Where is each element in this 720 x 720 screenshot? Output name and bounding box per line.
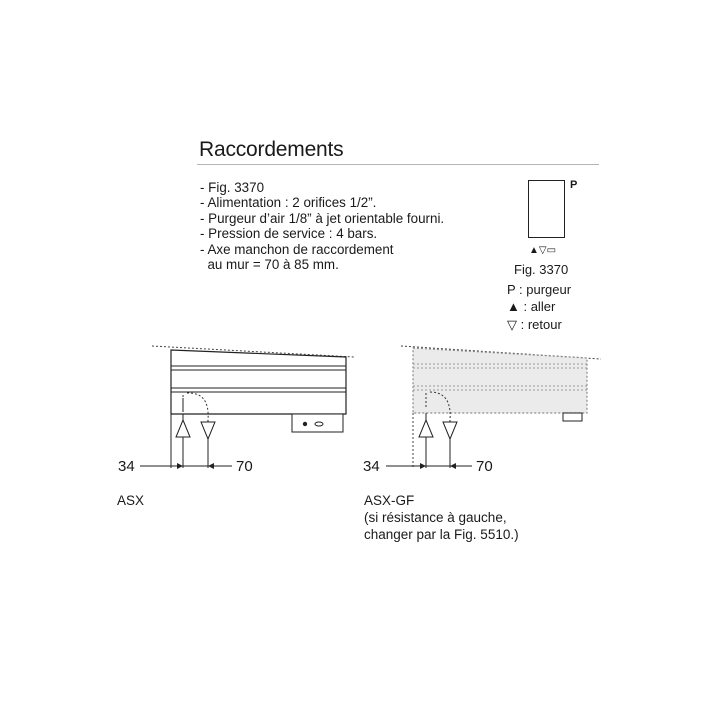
asx-supply-arrow bbox=[176, 420, 190, 437]
legend-purge: P : purgeur bbox=[507, 282, 572, 297]
spec-item: - Pression de service : 4 bars. bbox=[200, 226, 378, 242]
asx-gf-note-line-1: (si résistance à gauche, bbox=[364, 510, 507, 525]
asx-drawing bbox=[140, 346, 354, 468]
asx-return-arrow bbox=[201, 422, 215, 439]
asx-gf-drawing bbox=[386, 346, 601, 468]
spec-item: - Alimentation : 2 orifices 1/2”. bbox=[200, 195, 377, 211]
asx-gf-dim-left-value: 34 bbox=[363, 458, 380, 475]
spec-item: au mur = 70 à 85 mm. bbox=[200, 257, 339, 273]
asx-radiator-body bbox=[171, 350, 346, 414]
spec-item: - Purgeur d’air 1/8” à jet orientable fourni. bbox=[200, 210, 445, 226]
section-title: Raccordements bbox=[199, 138, 344, 161]
asx-dim-left-value: 34 bbox=[118, 458, 135, 475]
spec-item: - Axe manchon de raccordement bbox=[200, 241, 394, 257]
asx-gf-radiator-body bbox=[413, 348, 587, 413]
asx-dim-right-value: 70 bbox=[236, 458, 253, 475]
asx-gf-dim-right-value: 70 bbox=[476, 458, 493, 475]
asx-gf-label: ASX-GF bbox=[364, 493, 415, 508]
asx-gf-supply-arrow bbox=[419, 420, 433, 437]
asx-gf-note-line-2: changer par la Fig. 5510.) bbox=[364, 527, 519, 542]
valve-purge-mark: P bbox=[570, 179, 578, 191]
asx-gf-end-cap bbox=[563, 413, 582, 421]
asx-gf-return-arrow bbox=[443, 422, 457, 439]
asx-valve-block bbox=[292, 414, 343, 432]
valve-flow-marks: ▲▽▭ bbox=[529, 245, 557, 256]
legend-supply: ▲ : aller bbox=[507, 299, 556, 314]
asx-label: ASX bbox=[117, 493, 145, 508]
spec-item: - Fig. 3370 bbox=[200, 180, 265, 195]
legend-return: ▽ : retour bbox=[507, 317, 562, 332]
figure-caption: Fig. 3370 bbox=[514, 262, 569, 277]
